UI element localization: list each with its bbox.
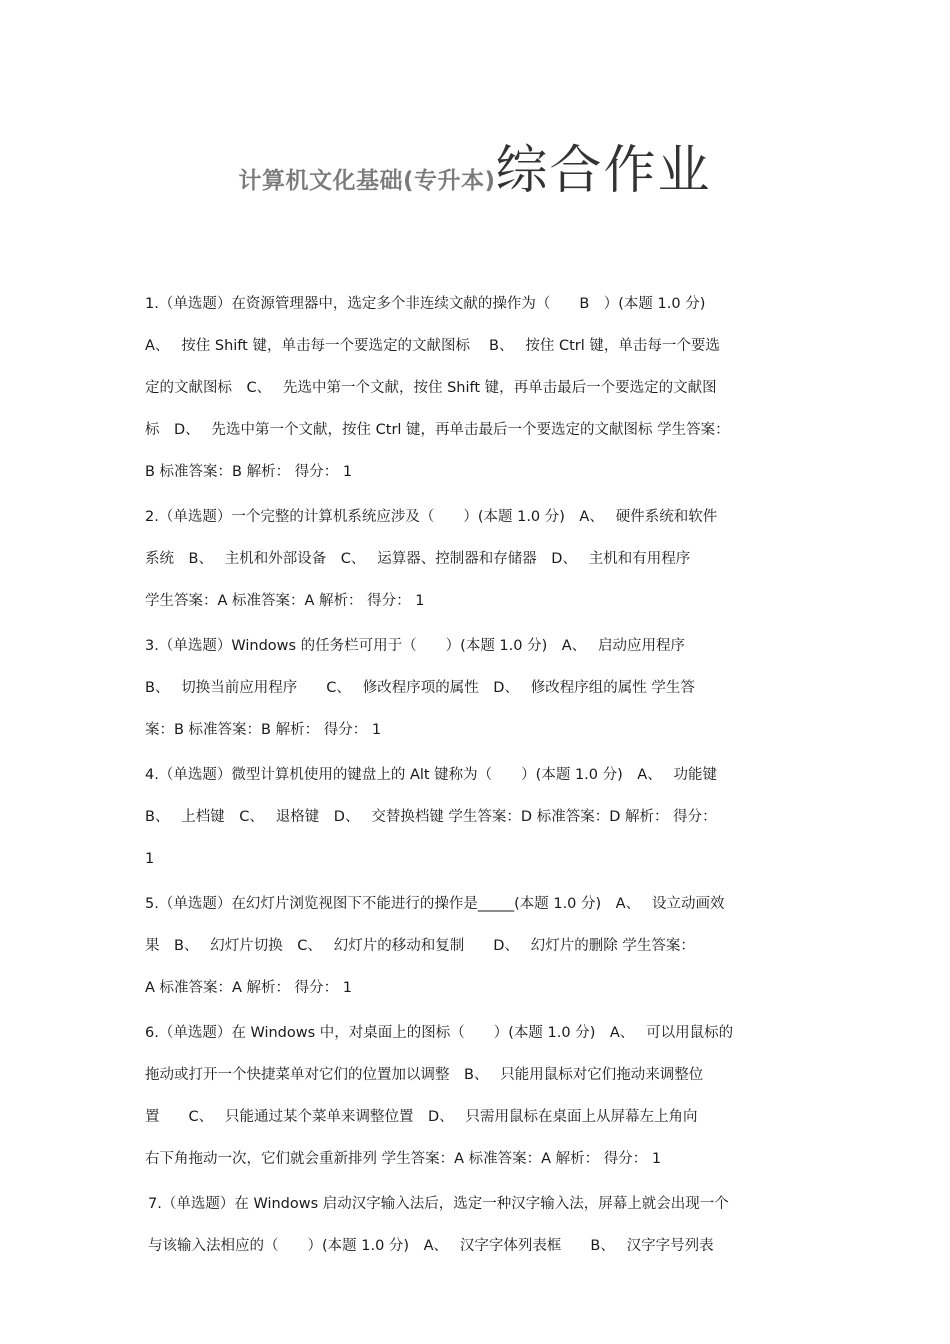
question-line: A、 按住 Shift 键，单击每一个要选定的文献图标 B、 按住 Ctrl 键，单击每一个要选 (145, 338, 720, 354)
question-line: 定的文献图标 C、 先选中第一个文献，按住 Shift 键，再单击最后一个要选定的文献图 (145, 380, 717, 396)
question-2 (145, 496, 813, 622)
question-line: 果 B、 幻灯片切换 C、 幻灯片的移动和复制 D、 幻灯片的删除 学生答案： (145, 938, 695, 954)
question-line: 右下角拖动一次，它们就会重新排列 学生答案：A 标准答案：A 解析： 得分： 1 (145, 1151, 662, 1167)
question-3 (145, 625, 813, 751)
question-4 (145, 754, 813, 880)
question-line: 1 (145, 851, 155, 867)
question-line: 6.（单选题）在 Windows 中，对桌面上的图标（ ）(本题 1.0 分) A、 可以用鼠标的 (145, 1025, 734, 1041)
question-7 (145, 1183, 813, 1267)
question-6 (145, 1012, 813, 1180)
question-line: 7.（单选题）在 Windows 启动汉字输入法后，选定一种汉字输入法，屏幕上就会出现一个 (148, 1196, 729, 1212)
question-line: 1.（单选题）在资源管理器中，选定多个非连续文献的操作为（ B ）(本题 1.0 分) (145, 296, 706, 312)
document-title (0, 128, 950, 203)
question-line: 5.（单选题）在幻灯片浏览视图下不能进行的操作是_____(本题 1.0 分) A、 设立动画效 (145, 896, 725, 912)
question-line: B 标准答案：B 解析： 得分： 1 (145, 464, 353, 480)
question-1 (145, 283, 813, 493)
question-line: A 标准答案：A 解析： 得分： 1 (145, 980, 352, 996)
question-line: 拖动或打开一个快捷菜单对它们的位置加以调整 B、 只能用鼠标对它们拖动来调整位 (145, 1067, 704, 1083)
question-line: 案：B 标准答案：B 解析： 得分： 1 (145, 722, 382, 738)
question-line: 与该输入法相应的（ ）(本题 1.0 分) A、 汉字字体列表框 B、 汉字字号列表 (148, 1238, 714, 1254)
question-5 (145, 883, 813, 1009)
question-line: 4.（单选题）微型计算机使用的键盘上的 Alt 键称为（ ）(本题 1.0 分) A、 功能键 (145, 767, 718, 783)
question-line: 置 C、 只能通过某个菜单来调整位置 D、 只需用鼠标在桌面上从屏幕左上角向 (145, 1109, 698, 1125)
question-line: B、 上档键 C、 退格键 D、 交替换档键 学生答案：D 标准答案：D 解析： 得分： (145, 809, 717, 825)
question-list (145, 283, 813, 1267)
question-line: 2.（单选题）一个完整的计算机系统应涉及（ ）(本题 1.0 分) A、 硬件系统和软件 (145, 509, 718, 525)
question-line: B、 切换当前应用程序 C、 修改程序项的属性 D、 修改程序组的属性 学生答 (145, 680, 695, 696)
question-line: 系统 B、 主机和外部设备 C、 运算器、控制器和存储器 D、 主机和有用程序 (145, 551, 691, 567)
question-line: 学生答案：A 标准答案：A 解析： 得分： 1 (145, 593, 425, 609)
title-course-name: 计算机文化基础(专升本) (238, 168, 496, 194)
question-line: 3.（单选题）Windows 的任务栏可用于（ ）(本题 1.0 分) A、 启动应用程序 (145, 638, 686, 654)
question-line: 标 D、 先选中第一个文献，按住 Ctrl 键，再单击最后一个要选定的文献图标 学生答案： (145, 422, 730, 438)
title-assignment: 综合作业 (495, 141, 712, 201)
